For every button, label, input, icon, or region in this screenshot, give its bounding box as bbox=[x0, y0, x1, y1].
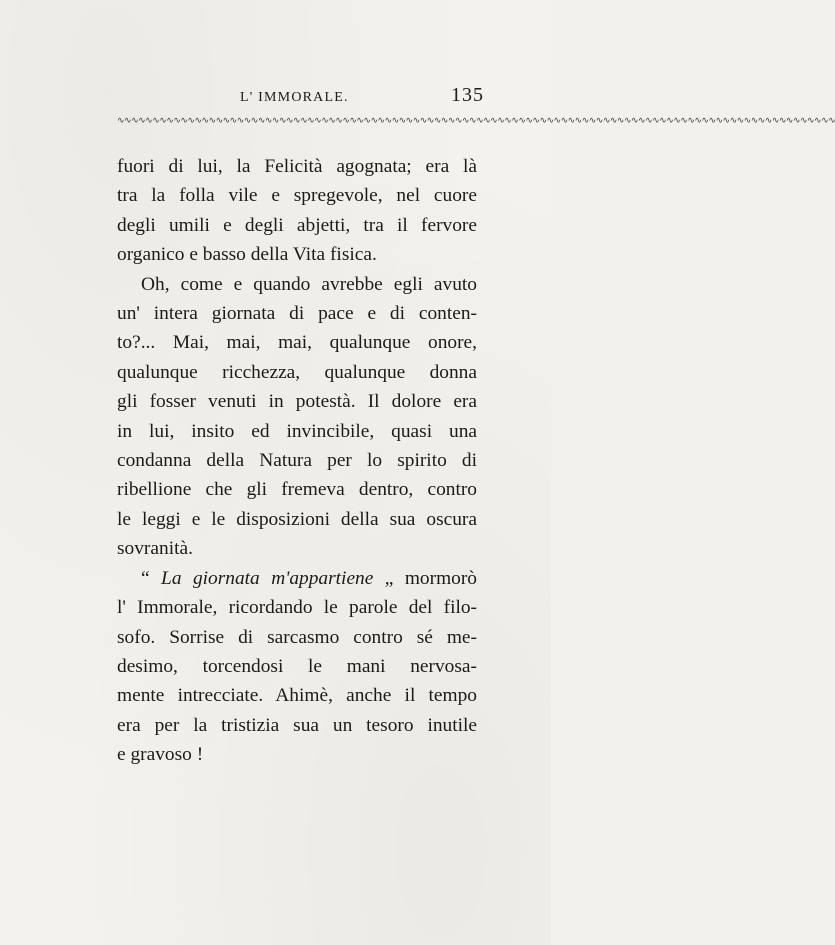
page-number: 135 bbox=[451, 84, 484, 106]
text-line: qualunque ricchezza, qualunque donna bbox=[117, 361, 477, 383]
body-text bbox=[117, 152, 477, 770]
paragraph-3 bbox=[117, 564, 477, 770]
text-line: era per la tristizia sua un tesoro inutile bbox=[117, 714, 477, 736]
text-line: fuori di lui, la Felicità agognata; era là bbox=[117, 156, 477, 177]
text-line: tra la folla vile e spregevole, nel cuore bbox=[117, 185, 477, 207]
ornament-pattern: ∿∿∿∿∿∿∿∿∿∿∿∿∿∿∿∿∿∿∿∿∿∿∿∿∿∿∿∿∿∿∿∿∿∿∿∿∿∿∿∿∿∿∿∿∿∿∿∿∿∿∿∿∿∿∿∿∿∿∿∿∿∿∿∿∿∿∿∿∿∿∿∿∿∿∿∿∿∿∿∿∿∿∿∿∿∿∿∿∿∿∿∿∿∿∿∿∿∿∿∿∿∿ bbox=[117, 116, 835, 126]
text-line: gli fosser venuti in potestà. Il dolore era bbox=[117, 391, 477, 413]
text-line: un' intera giornata di pace e di conten- bbox=[117, 303, 477, 325]
text-line: le leggi e le disposizioni della sua oscura bbox=[117, 508, 477, 530]
italic-quotation: La giornata m'appartiene bbox=[161, 567, 374, 589]
text-line: e gravoso ! bbox=[117, 744, 204, 766]
text-line: ribellione che gli fremeva dentro, contro bbox=[117, 479, 477, 501]
text-line: organico e basso della Vita fisica. bbox=[117, 244, 377, 266]
open-quote: “ bbox=[141, 567, 162, 589]
page-header bbox=[118, 86, 488, 112]
text-line: in lui, insito ed invincibile, quasi una bbox=[117, 420, 477, 442]
text-line: desimo, torcendosi le mani nervosa- bbox=[117, 655, 477, 677]
text-line: mente intrecciate. Ahimè, anche il tempo bbox=[117, 685, 477, 707]
text-line: l' Immorale, ricordando le parole del filo- bbox=[117, 597, 477, 619]
text-line: condanna della Natura per lo spirito di bbox=[117, 450, 477, 472]
text-line bbox=[117, 564, 477, 593]
paragraph-1 bbox=[117, 152, 477, 270]
paragraph-2 bbox=[117, 270, 477, 564]
text-line: Oh, come e quando avrebbe egli avuto bbox=[141, 273, 477, 295]
text-line: sovranità. bbox=[117, 538, 193, 560]
text-line: degli umili e degli abjetti, tra il fervore bbox=[117, 214, 477, 236]
running-title: L' IMMORALE. bbox=[240, 90, 349, 105]
text-line: to?... Mai, mai, mai, qualunque onore, bbox=[117, 332, 477, 354]
text-fragment: „ mormorò bbox=[373, 567, 477, 589]
text-line: sofo. Sorrise di sarcasmo contro sé me- bbox=[117, 626, 477, 648]
decorative-wave-rule-icon bbox=[117, 116, 835, 126]
